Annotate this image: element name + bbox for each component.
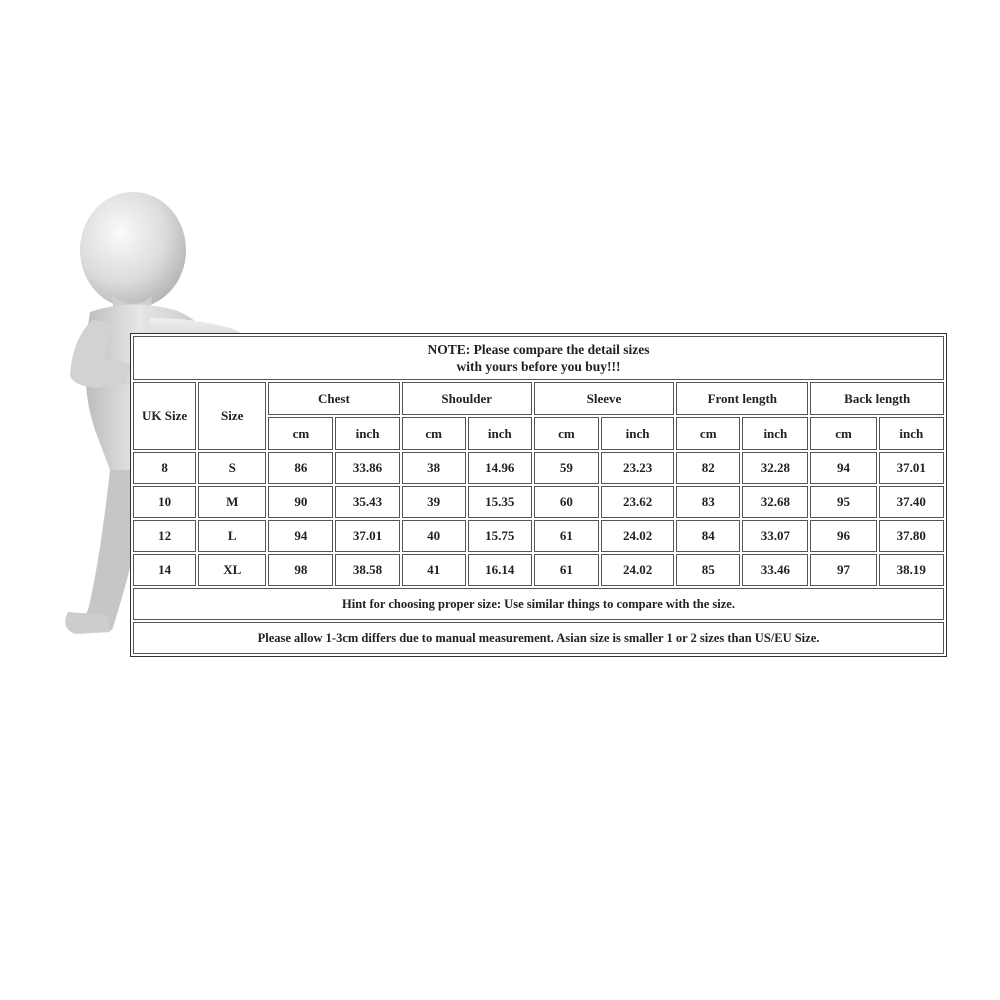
cell-front-cm: 84 — [676, 520, 740, 552]
cell-sleeve-inch: 24.02 — [601, 520, 674, 552]
table-row — [133, 452, 944, 484]
cell-front-inch: 33.07 — [742, 520, 808, 552]
cell-chest-cm: 86 — [268, 452, 333, 484]
cell-shoulder-cm: 41 — [402, 554, 466, 586]
cell-back-cm: 95 — [810, 486, 876, 518]
unit-cm: cm — [676, 417, 740, 450]
unit-inch: inch — [879, 417, 944, 450]
figure-foot — [65, 612, 110, 634]
cell-size: M — [198, 486, 266, 518]
cell-shoulder-inch: 14.96 — [468, 452, 532, 484]
cell-chest-inch: 38.58 — [335, 554, 399, 586]
table-row — [133, 554, 944, 586]
disclaimer-text: Please allow 1-3cm differs due to manual measurement. Asian size is smaller 1 or 2 sizes than US/EU Size. — [133, 622, 944, 654]
cell-back-cm: 96 — [810, 520, 876, 552]
cell-front-inch: 32.28 — [742, 452, 808, 484]
cell-front-cm: 85 — [676, 554, 740, 586]
figure-legs — [85, 470, 132, 632]
cell-chest-cm: 94 — [268, 520, 333, 552]
note-line-1: NOTE: Please compare the detail sizes — [427, 342, 650, 357]
cell-chest-inch: 37.01 — [335, 520, 399, 552]
hint-row — [133, 588, 944, 620]
cell-back-cm: 97 — [810, 554, 876, 586]
header-back-length: Back length — [810, 382, 944, 415]
cell-sleeve-cm: 60 — [534, 486, 599, 518]
figure-head — [80, 192, 186, 308]
cell-chest-inch: 35.43 — [335, 486, 399, 518]
size-chart-table — [130, 333, 947, 657]
header-shoulder: Shoulder — [402, 382, 532, 415]
unit-cm: cm — [402, 417, 466, 450]
unit-inch: inch — [335, 417, 399, 450]
header-front-length: Front length — [676, 382, 808, 415]
unit-inch: inch — [468, 417, 532, 450]
cell-size: L — [198, 520, 266, 552]
cell-chest-inch: 33.86 — [335, 452, 399, 484]
cell-sleeve-inch: 23.62 — [601, 486, 674, 518]
cell-uk-size: 12 — [133, 520, 196, 552]
cell-front-cm: 82 — [676, 452, 740, 484]
cell-back-cm: 94 — [810, 452, 876, 484]
cell-sleeve-inch: 23.23 — [601, 452, 674, 484]
cell-shoulder-cm: 38 — [402, 452, 466, 484]
note-cell — [133, 336, 944, 380]
cell-size: S — [198, 452, 266, 484]
cell-sleeve-cm: 61 — [534, 554, 599, 586]
cell-sleeve-cm: 61 — [534, 520, 599, 552]
header-chest: Chest — [268, 382, 399, 415]
cell-chest-cm: 98 — [268, 554, 333, 586]
note-row — [133, 336, 944, 380]
cell-shoulder-inch: 16.14 — [468, 554, 532, 586]
cell-back-inch: 37.01 — [879, 452, 944, 484]
cell-shoulder-cm: 39 — [402, 486, 466, 518]
cell-uk-size: 10 — [133, 486, 196, 518]
unit-inch: inch — [601, 417, 674, 450]
cell-uk-size: 8 — [133, 452, 196, 484]
cell-front-inch: 32.68 — [742, 486, 808, 518]
cell-shoulder-inch: 15.75 — [468, 520, 532, 552]
header-sleeve: Sleeve — [534, 382, 674, 415]
unit-cm: cm — [534, 417, 599, 450]
cell-sleeve-inch: 24.02 — [601, 554, 674, 586]
cell-uk-size: 14 — [133, 554, 196, 586]
cell-front-inch: 33.46 — [742, 554, 808, 586]
note-line-2: with yours before you buy!!! — [456, 359, 621, 374]
cell-shoulder-cm: 40 — [402, 520, 466, 552]
cell-front-cm: 83 — [676, 486, 740, 518]
header-size: Size — [198, 382, 266, 450]
disclaimer-row — [133, 622, 944, 654]
table-row — [133, 520, 944, 552]
unit-cm: cm — [810, 417, 876, 450]
header-row — [133, 382, 944, 415]
cell-size: XL — [198, 554, 266, 586]
hint-text: Hint for choosing proper size: Use similar things to compare with the size. — [133, 588, 944, 620]
unit-inch: inch — [742, 417, 808, 450]
cell-chest-cm: 90 — [268, 486, 333, 518]
cell-back-inch: 37.40 — [879, 486, 944, 518]
cell-back-inch: 38.19 — [879, 554, 944, 586]
table-row — [133, 486, 944, 518]
cell-shoulder-inch: 15.35 — [468, 486, 532, 518]
cell-sleeve-cm: 59 — [534, 452, 599, 484]
cell-back-inch: 37.80 — [879, 520, 944, 552]
unit-cm: cm — [268, 417, 333, 450]
header-uk-size: UK Size — [133, 382, 196, 450]
